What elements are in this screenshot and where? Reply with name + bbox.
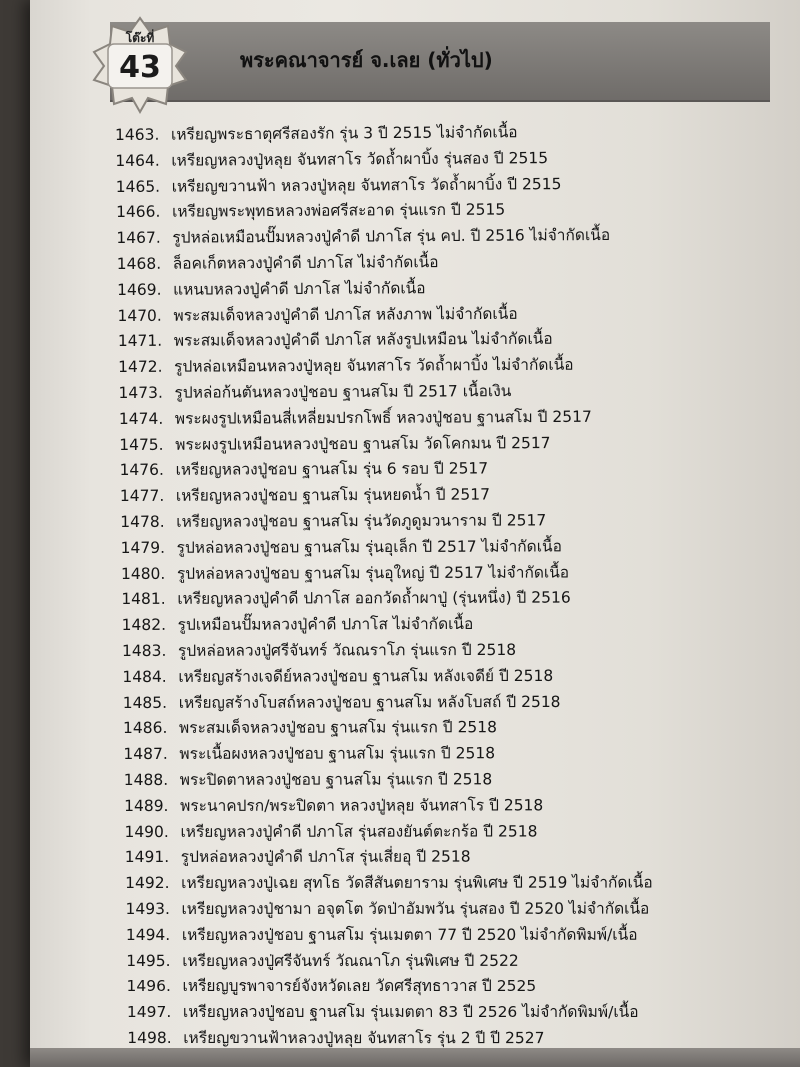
page-title: พระคณาจารย์ จ.เลย (ทั่วไป) <box>240 48 493 72</box>
entry-text: รูปหล่อหลวงปู่ศรีจันทร์ วัณณราโภ รุ่นแรก ปี 2518 <box>177 641 517 661</box>
entry-text: รูปหล่อหลวงปู่ชอบ ฐานสโม รุ่นอุใหญ่ ปี 2517 ไม่จำกัดเนื้อ <box>176 563 570 583</box>
list-item <box>122 662 762 689</box>
list-item <box>117 273 757 302</box>
entry-number: 1484. <box>122 667 167 686</box>
entry-text: รูปหล่อหลวงปู่คำดี ปภาโส รุ่นเสี่ยอุ ปี 2518 <box>180 848 471 867</box>
list-item <box>123 714 763 741</box>
chapter-label: โต๊ะที่ <box>125 31 155 45</box>
list-item <box>122 610 762 638</box>
entry-text: เหรียญบูรพาจารย์จังหวัดเลย วัดศรีสุทธาวาส ปี 2525 <box>182 977 537 996</box>
list-item <box>117 247 757 277</box>
list-item <box>121 532 761 560</box>
list-item <box>123 740 763 767</box>
list-item <box>116 221 756 251</box>
entry-text: เหรียญหลวงปู่ชอบ ฐานสโม รุ่นหยดน้ำ ปี 2517 <box>175 486 490 506</box>
list-item <box>119 455 759 484</box>
list-item <box>121 584 761 612</box>
entry-number: 1491. <box>124 848 170 867</box>
footer-band <box>30 1048 800 1067</box>
list-item <box>115 118 755 148</box>
list-item <box>120 506 760 534</box>
list-item <box>127 999 767 1025</box>
entry-number: 1497. <box>126 1002 172 1021</box>
entry-number: 1475. <box>119 435 164 454</box>
entry-number: 1471. <box>117 332 163 351</box>
entry-number: 1472. <box>118 357 163 377</box>
list-item <box>123 688 763 715</box>
entry-number: 1468. <box>116 254 162 273</box>
entry-text: เหรียญหลวงปู่ชามา อจุตโต วัดป่าอัมพวัน รุ่นสอง ปี 2520 ไม่จำกัดเนื้อ <box>181 899 650 919</box>
list-item <box>119 403 759 432</box>
entry-number: 1492. <box>125 873 170 892</box>
entry-text: พระสมเด็จหลวงปู่คำดี ปภาโส หลังรูปเหมือน ไม่จำกัดเนื้อ <box>173 330 553 351</box>
entry-number: 1480. <box>120 564 166 583</box>
entry-list <box>115 122 755 1051</box>
list-item <box>127 1025 767 1051</box>
entry-number: 1464. <box>115 151 160 170</box>
entry-text: เหรียญพระพุทธหลวงพ่อศรีสะอาด รุ่นแรก ปี 2515 <box>171 201 506 222</box>
list-item <box>118 325 758 354</box>
list-item <box>122 636 762 664</box>
entry-text: เหรียญหลวงปู่ศรีจันทร์ วัณณาโภ รุ่นพิเศษ ปี 2522 <box>182 951 519 970</box>
list-item <box>126 947 766 973</box>
entry-text: พระสมเด็จหลวงปู่คำดี ปภาโส หลังภาพ ไม่จำกัดเนื้อ <box>173 304 518 325</box>
list-item <box>124 766 764 793</box>
list-item <box>120 481 760 509</box>
entry-text: เหรียญหลวงปู่คำดี ปภาโส ออกวัดถ้ำผาปู่ (รุ่นหนึ่ง) ปี 2516 <box>177 589 571 609</box>
entry-text: เหรียญหลวงปู่ชอบ ฐานสโม รุ่น 6 รอบ ปี 2517 <box>175 460 489 480</box>
chapter-badge <box>90 14 190 114</box>
entry-number: 1488. <box>123 770 169 789</box>
entry-text: เหรียญหลวงปู่หลุย จันทสาโร วัดถ้ำผาบิ้ง รุ่นสอง ปี 2515 <box>171 149 549 170</box>
list-item <box>125 895 765 921</box>
entry-number: 1493. <box>125 899 170 918</box>
list-item <box>117 299 757 328</box>
list-item <box>118 351 758 380</box>
entry-text: รูปหล่อเหมือนหลวงปู่หลุย จันทสาโร วัดถ้ำผาบิ้ง ไม่จำกัดเนื้อ <box>174 356 574 377</box>
entry-number: 1479. <box>120 538 166 557</box>
entry-text: พระผงรูปเหมือนสี่เหลี่ยมปรกโพธิ์ หลวงปู่ชอบ ฐานสโม ปี 2517 <box>174 407 592 428</box>
entry-text: พระสมเด็จหลวงปู่ชอบ ฐานสโม รุ่นแรก ปี 2518 <box>179 718 498 738</box>
entry-text: รูปเหมือนปั๊มหลวงปู่คำดี ปภาโส ไม่จำกัดเนื้อ <box>177 615 474 635</box>
entry-number: 1478. <box>120 512 165 531</box>
entry-number: 1489. <box>124 796 169 815</box>
list-item <box>125 844 765 871</box>
entry-text: เหรียญหลวงปู่ชอบ ฐานสโม รุ่นเมตตา 83 ปี 2526 ไม่จำกัดพิมพ์/เนื้อ <box>182 1003 639 1022</box>
list-item <box>118 377 758 406</box>
entry-number: 1496. <box>126 977 171 996</box>
list-item <box>121 558 761 586</box>
entry-number: 1494. <box>125 925 171 944</box>
entry-number: 1476. <box>119 461 164 480</box>
entry-number: 1473. <box>118 383 163 402</box>
entry-text: พระปิดตาหลวงปู่ชอบ ฐานสโม รุ่นแรก ปี 2518 <box>179 770 493 790</box>
entry-text: รูปหล่อก้นตันหลวงปู่ชอบ ฐานสโม ปี 2517 เนื้อเงิน <box>174 382 512 403</box>
entry-number: 1469. <box>117 280 162 299</box>
entry-text: เหรียญหลวงปู่เฉย สุทโธ วัดสีสันตยาราม รุ่นพิเศษ ปี 2519 ไม่จำกัดเนื้อ <box>181 874 653 893</box>
list-item <box>124 792 764 819</box>
list-item <box>125 870 765 896</box>
list-item <box>115 143 755 173</box>
entry-text: พระเนื้อผงหลวงปู่ชอบ ฐานสโม รุ่นแรก ปี 2518 <box>179 744 496 764</box>
entry-number: 1482. <box>121 615 167 635</box>
entry-text: แหนบหลวงปู่คำดี ปภาโส ไม่จำกัดเนื้อ <box>173 279 426 299</box>
list-item <box>126 921 766 947</box>
entry-number: 1465. <box>115 177 161 196</box>
entry-text: พระผงรูปเหมือนหลวงปู่ชอบ ฐานสโม วัดโคกมน ปี 2517 <box>175 434 551 454</box>
entry-text: เหรียญขวานฟ้า หลวงปู่หลุย จันทสาโร วัดถ้ำผาบิ้ง ปี 2515 <box>171 175 562 196</box>
entry-number: 1466. <box>115 202 161 222</box>
entry-number: 1485. <box>122 693 168 712</box>
entry-number: 1483. <box>121 641 167 660</box>
entry-number: 1486. <box>123 719 168 738</box>
entry-number: 1474. <box>118 409 164 428</box>
entry-text: เหรียญหลวงปู่ชอบ ฐานสโม รุ่นเมตตา 77 ปี 2520 ไม่จำกัดพิมพ์/เนื้อ <box>181 925 638 945</box>
list-item <box>119 429 759 458</box>
entry-number: 1498. <box>127 1028 172 1047</box>
entry-text: เหรียญขวานฟ้าหลวงปู่หลุย จันทสาโร รุ่น 2 ปี ปี 2527 <box>183 1029 545 1048</box>
chapter-number: 43 <box>119 50 161 85</box>
entry-number: 1481. <box>121 590 166 609</box>
entry-text: เหรียญหลวงปู่ชอบ ฐานสโม รุ่นวัดภูดูมวนาราม ปี 2517 <box>176 511 547 532</box>
entry-text: รูปหล่อเหมือนปั๊มหลวงปู่คำดี ปภาโส รุ่น คป. ปี 2516 ไม่จำกัดเนื้อ <box>172 226 611 248</box>
entry-number: 1487. <box>123 744 168 764</box>
entry-text: เหรียญสร้างเจดีย์หลวงปู่ชอบ ฐานสโม หลังเจดีย์ ปี 2518 <box>178 667 554 686</box>
entry-text: เหรียญสร้างโบสถ์หลวงปู่ชอบ ฐานสโม หลังโบสถ์ ปี 2518 <box>178 692 561 712</box>
entry-number: 1463. <box>114 125 160 144</box>
list-item <box>124 818 764 845</box>
entry-number: 1490. <box>124 822 169 841</box>
entry-text: พระนาคปรก/พระปิดตา หลวงปู่หลุย จันทสาโร ปี 2518 <box>180 796 544 816</box>
entry-text: รูปหล่อหลวงปู่ชอบ ฐานสโม รุ่นอุเล็ก ปี 2517 ไม่จำกัดเนื้อ <box>176 537 562 557</box>
entry-text: ล็อคเก็ตหลวงปู่คำดี ปภาโส ไม่จำกัดเนื้อ <box>172 253 439 274</box>
list-item <box>127 973 767 999</box>
entry-number: 1495. <box>126 951 171 970</box>
entry-number: 1477. <box>119 486 165 506</box>
entry-number: 1467. <box>116 228 161 248</box>
entry-text: เหรียญหลวงปู่คำดี ปภาโส รุ่นสองยันต์ตะกร้อ ปี 2518 <box>180 822 538 841</box>
entry-number: 1470. <box>117 306 162 325</box>
entry-text: เหรียญพระธาตุศรีสองรัก รุ่น 3 ปี 2515 ไม่จำกัดเนื้อ <box>170 123 518 144</box>
